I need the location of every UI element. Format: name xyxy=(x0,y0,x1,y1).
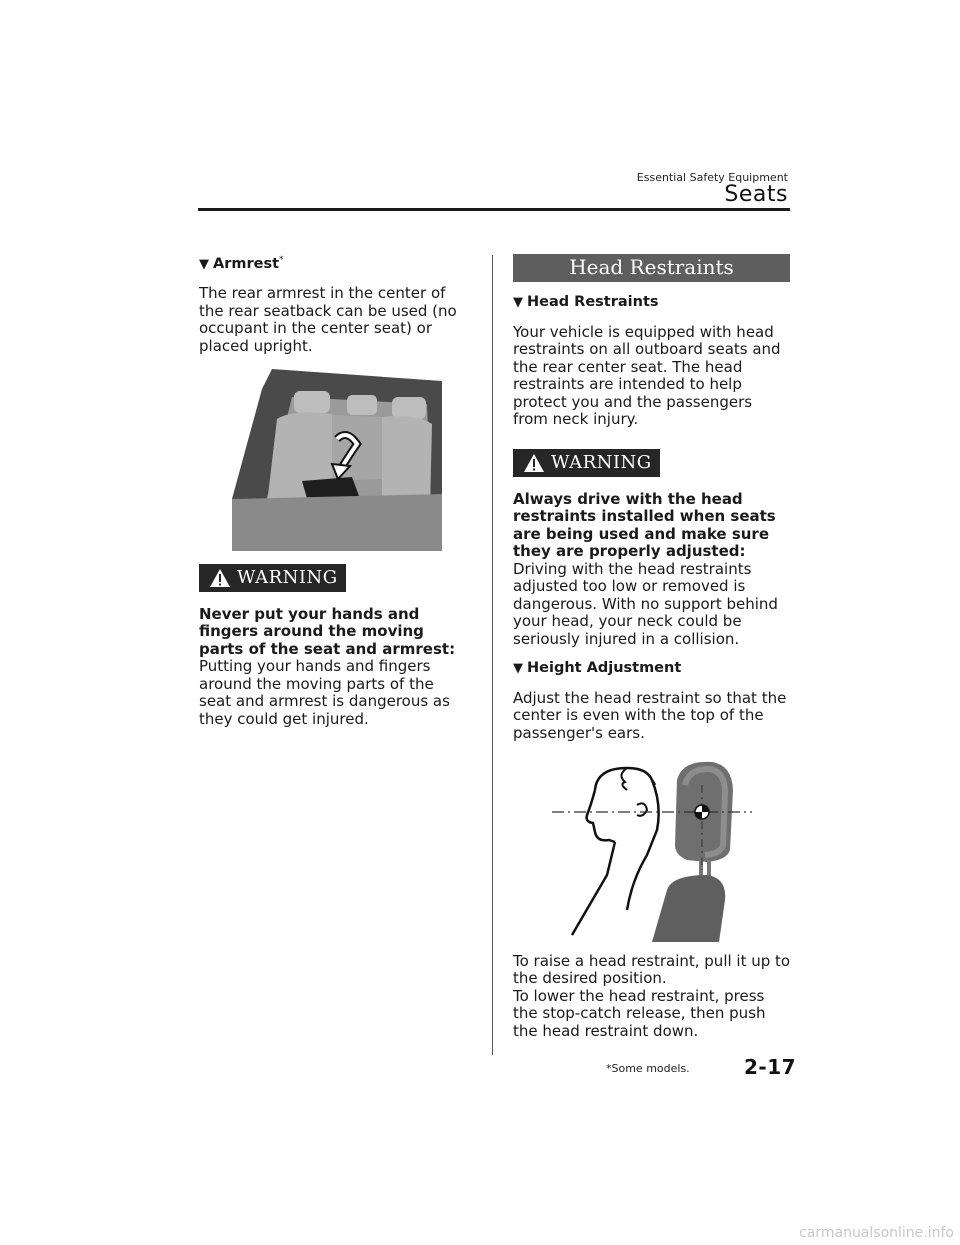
warning-label-text: WARNING xyxy=(237,567,338,589)
left-column xyxy=(199,252,467,728)
armrest-illustration xyxy=(232,369,467,556)
raise-instruction: To raise a head restraint, pull it up to the desired position. xyxy=(513,951,791,987)
warning-body-text: Putting your hands and fingers around the moving parts of the seat and armrest is dangerous as they could get injured. xyxy=(199,657,450,728)
warning-body-text: Driving with the head restraints adjusted too low or removed is dangerous. With no support behind your head, your neck could be seriously injured in a collision. xyxy=(513,559,778,648)
warning-icon xyxy=(209,568,231,588)
warning-bold-text: Always drive with the head restraints installed when seats are being used and make sure they are properly adjusted: xyxy=(513,489,776,560)
page-number: 2-17 xyxy=(744,1055,797,1079)
rear-seat-armrest-image xyxy=(232,369,442,551)
height-adjustment-heading-text: Height Adjustment xyxy=(527,660,682,676)
warning-bold-text: Never put your hands and fingers around the moving parts of the seat and armrest: xyxy=(199,604,456,658)
warning-label-armrest xyxy=(199,564,346,592)
header-rule xyxy=(198,208,790,211)
column-divider xyxy=(492,255,493,1055)
head-restraints-description: Your vehicle is equipped with head restraints on all outboard seats and the rear center seat. The head restraints are intended to help protect you and the passengers from neck injury. xyxy=(513,322,781,428)
height-adjustment-description: Adjust the head restraint so that the center is even with the top of the passenger's ears. xyxy=(513,688,787,742)
some-models-mark: * xyxy=(279,255,284,265)
triangle-down-icon: ▼ xyxy=(513,295,523,310)
warning-label-text: WARNING xyxy=(551,451,652,473)
head-restraint-height-image xyxy=(547,760,757,942)
armrest-heading xyxy=(199,252,467,273)
footnote: *Some models. xyxy=(606,1062,690,1075)
head-restraints-banner: Head Restraints xyxy=(513,254,790,282)
watermark: carmanualsonline.info xyxy=(799,1225,954,1241)
triangle-down-icon: ▼ xyxy=(199,256,209,272)
armrest-description: The rear armrest in the center of the rear seatback can be used (no occupant in the center seat) or placed upright. xyxy=(199,284,457,355)
armrest-heading-text: Armrest xyxy=(213,255,280,272)
head-restraints-heading-text: Head Restraints xyxy=(527,294,659,310)
height-adjustment-heading xyxy=(513,660,791,678)
section-title: Seats xyxy=(724,182,788,207)
triangle-down-icon: ▼ xyxy=(513,661,523,676)
head-restraint-illustration xyxy=(547,760,791,947)
right-column xyxy=(513,254,791,1040)
chapter-title: Essential Safety Equipment xyxy=(636,171,788,184)
head-restraints-heading xyxy=(513,294,791,312)
warning-icon xyxy=(523,453,545,473)
warning-label-head-restraints xyxy=(513,449,660,477)
lower-instruction: To lower the head restraint, press the stop-catch release, then push the head restraint down. xyxy=(513,986,766,1040)
